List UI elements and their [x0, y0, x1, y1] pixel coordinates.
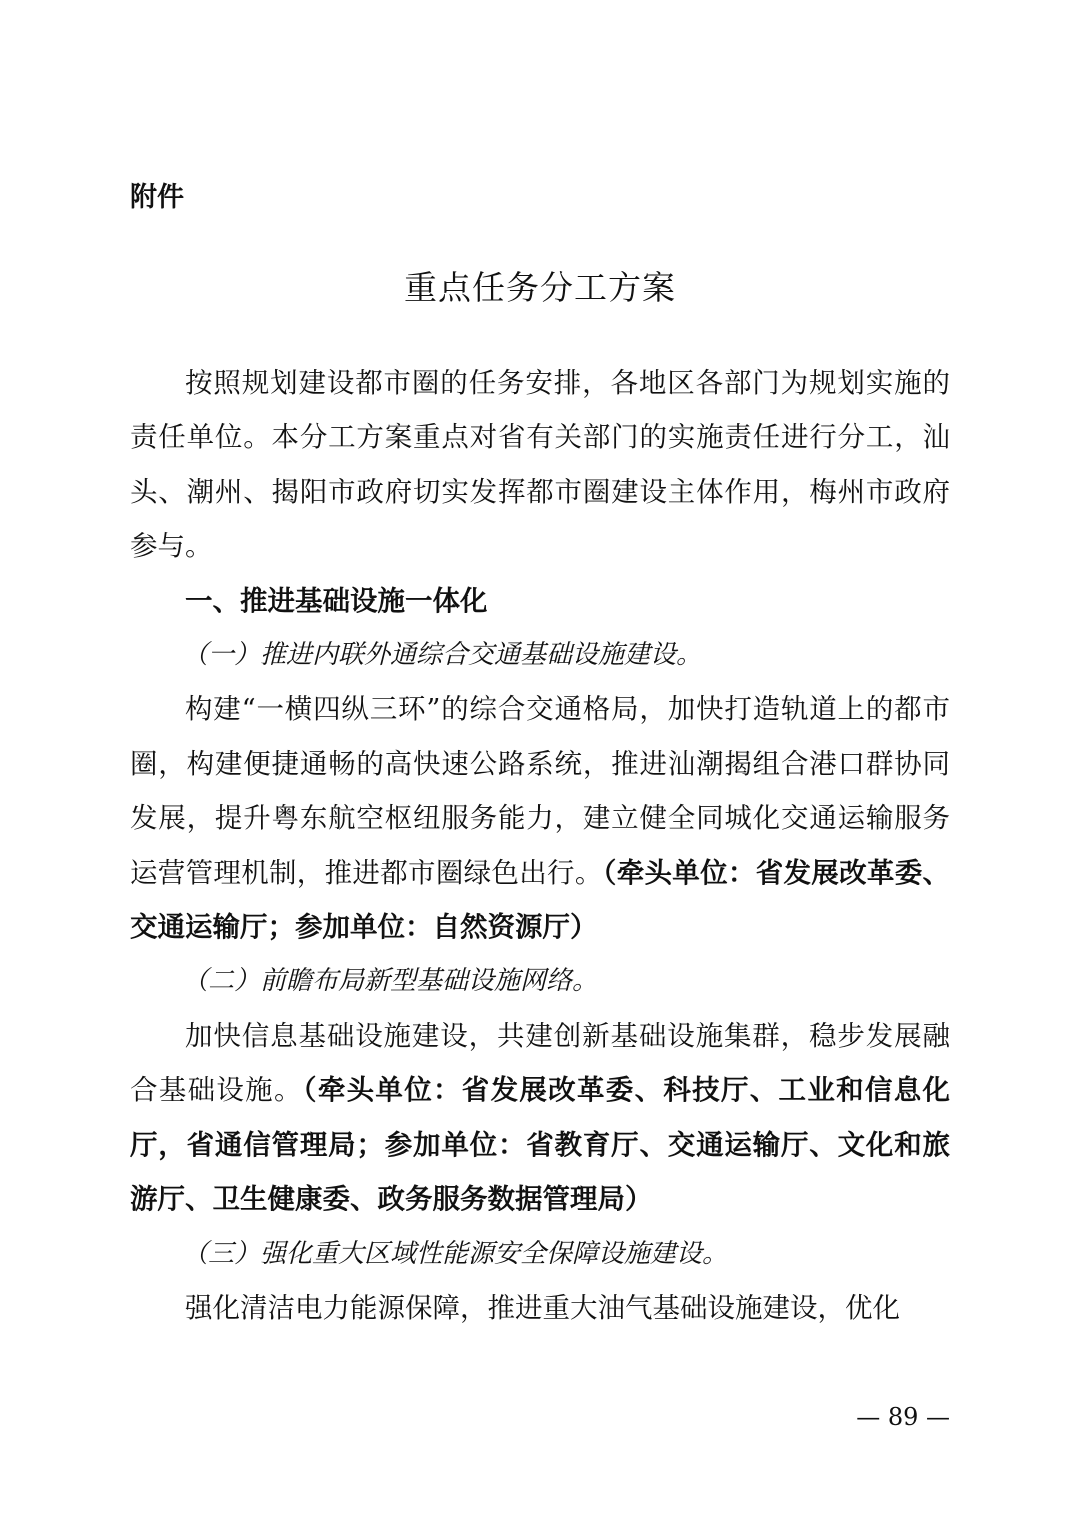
subsection-heading-2: （二）前瞻布局新型基础设施网络。: [182, 966, 599, 997]
page-number: — 89 —: [856, 1403, 950, 1431]
subsection-paragraph-1: [130, 682, 950, 954]
attachment-label: 附件: [130, 182, 184, 213]
document-body: [130, 356, 950, 1335]
subsection-heading-1: （一）推进内联外通综合交通基础设施建设。: [182, 640, 703, 671]
responsible-units-2: （牵头单位：省发展改革委、科技厅、工业和信息化厅，省通信管理局；参加单位：省教育厅、交通运输厅、文化和旅游厅、卫生健康委、政务服务数据管理局）: [130, 1074, 951, 1216]
subsection-text-2: 加快信息基础设施建设，共建创新基础设施集群，稳步发展融合基础设施。: [130, 1019, 950, 1107]
subsection-paragraph-3: [130, 1281, 950, 1335]
intro-paragraph: 按照规划建设都市圈的任务安排，各地区各部门为规划实施的责任单位。本分工方案重点对省有关部门的实施责任进行分工，汕头、潮州、揭阳市政府切实发挥都市圈建设主体作用，梅州市政府参与。: [130, 367, 950, 563]
subsection-paragraph-2: [130, 1009, 950, 1227]
section-heading-1: 一、推进基础设施一体化: [185, 584, 488, 617]
subsection-heading-3: （三）强化重大区域性能源安全保障设施建设。: [182, 1238, 729, 1269]
responsible-units-1: （牵头单位：省发展改革委、交通运输厅；参加单位：自然资源厅）: [130, 856, 951, 944]
document-title: 重点任务分工方案: [404, 268, 676, 307]
subsection-text-3: 强化清洁电力能源保障，推进重大油气基础设施建设，优化: [185, 1291, 900, 1324]
subsection-text-1: 构建“一横四纵三环”的综合交通格局，加快打造轨道上的都市圈，构建便捷通畅的高快速公路系统，推进汕潮揭组合港口群协同发展，提升粤东航空枢纽服务能力，建立健全同城化交通运输服务运营管理机制，推进都市圈绿色出行。: [130, 693, 950, 889]
